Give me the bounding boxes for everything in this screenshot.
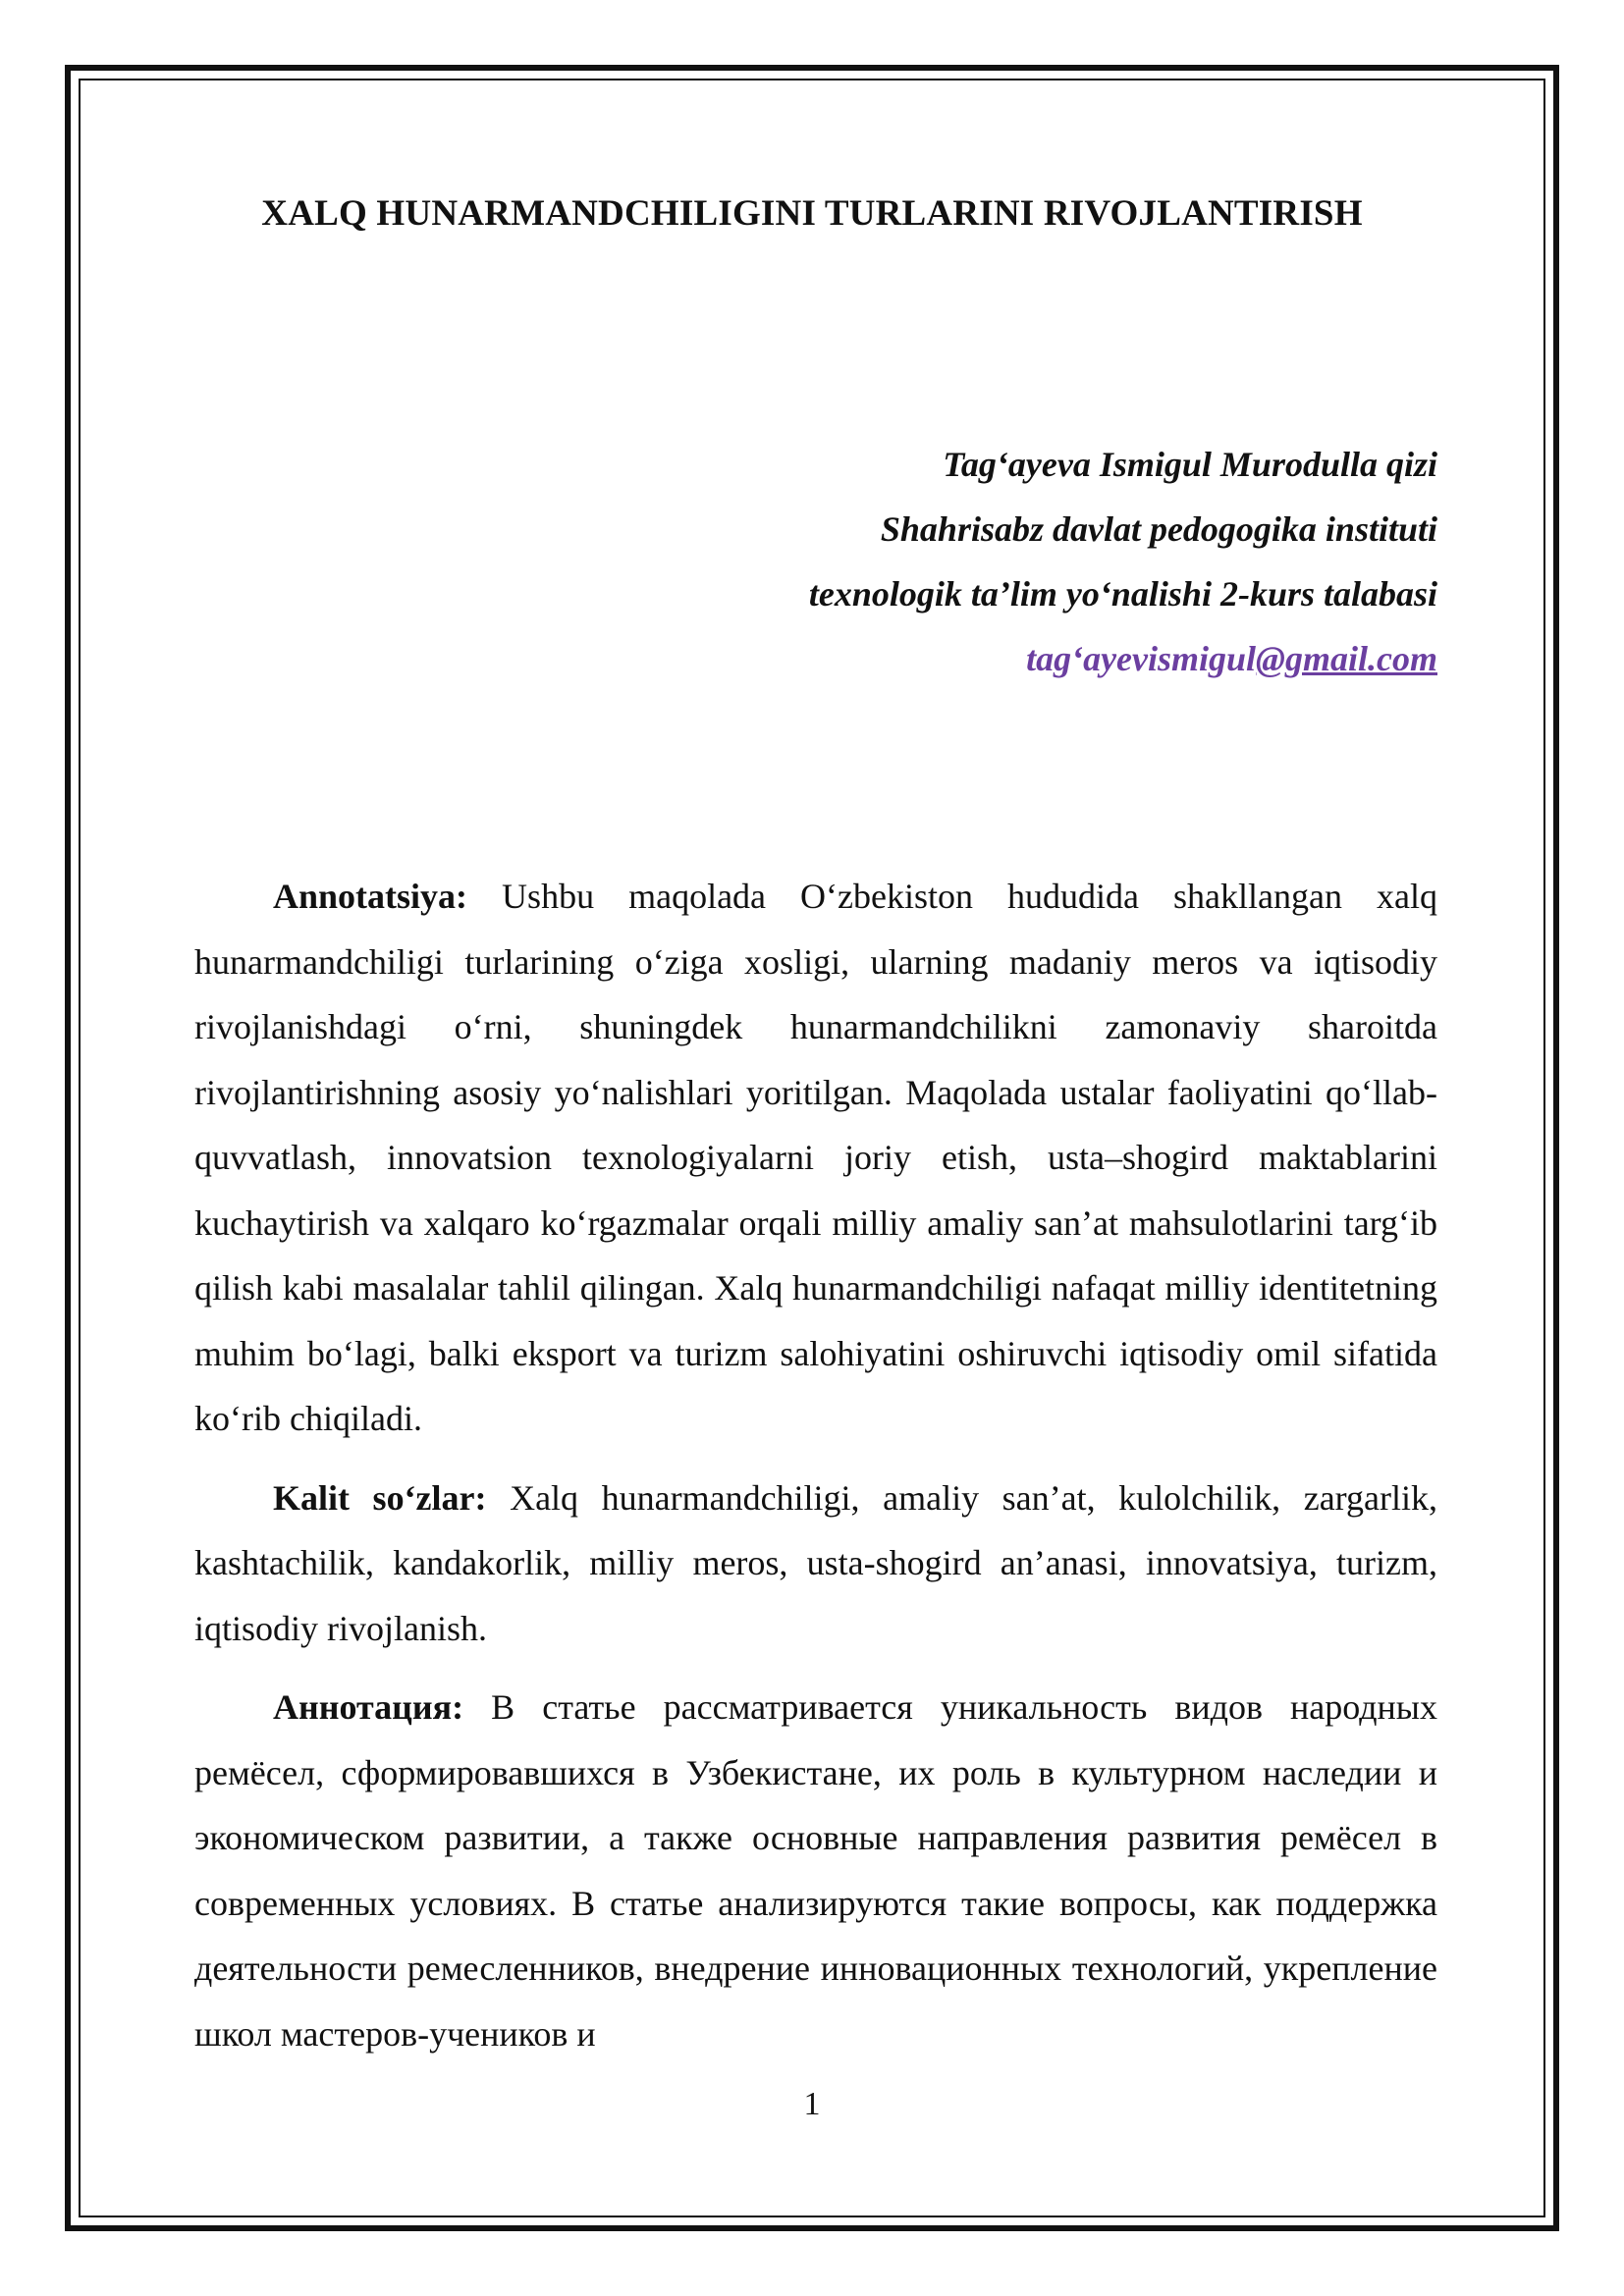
author-institution: Shahrisabz davlat pedogogika instituti <box>880 509 1437 549</box>
keywords-uz-label: Kalit so‘zlar: <box>273 1477 487 1518</box>
annotation-uz-text: Ushbu maqolada O‘zbekiston hududida shakllangan xalq hunarmandchiligi turlarining o‘ziga xosligi, ularning madaniy meros va iqtisodiy rivojlanishdagi o‘rni, shuningdek hunarmandchilikni zamonaviy sharoitda rivojlantirishning asosiy yo‘nalishlari yoritilgan. Maqolada ustalar faoliyatini qo‘llab-quvvatlash, innovatsion texnologiyalarni joriy etish, usta–shogird maktablarini kuchaytirish va xalqaro ko‘rgazmalar orqali milliy amaliy san’at mahsulotlarini targ‘ib qilish kabi masalalar tahlil qilingan. Xalq hunarmandchiligi nafaqat milliy identitetning muhim bo‘lagi, balki eksport va turizm salohiyatini oshiruvchi iqtisodiy omil sifatida ko‘rib chiqiladi. <box>194 877 1437 1438</box>
article-body <box>194 864 1437 2080</box>
keywords-uz-text: Xalq hunarmandchiligi, amaliy san’at, kulolchilik, zargarlik, kashtachilik, kandakorlik, milliy meros, usta-shogird an’anasi, innovatsiya, turizm, iqtisodiy rivojlanish. <box>194 1477 1437 1648</box>
author-email-link[interactable] <box>809 626 1437 691</box>
author-program: texnologik ta’lim yo‘nalishi 2-kurs talabasi <box>808 574 1437 614</box>
annotation-uz-paragraph <box>194 864 1437 1452</box>
annotation-uz-label: Annotatsiya: <box>273 877 468 916</box>
email-user: tag‘ayevismigul <box>1026 639 1257 678</box>
author-block <box>809 432 1437 691</box>
author-name: Tag‘ayeva Ismigul Murodulla qizi <box>943 445 1437 484</box>
article-title: XALQ HUNARMANDCHILIGINI TURLARINI RIVOJLANTIRISH <box>261 193 1363 234</box>
annotation-ru-paragraph <box>194 1675 1437 2066</box>
email-domain: @gmail.com <box>1256 639 1437 678</box>
page-number: 1 <box>803 2086 821 2122</box>
annotation-ru-text: В статье рассматривается уникальность видов народных ремёсел, сформировавшихся в Узбекистане, их роль в культурном наследии и экономическом развитии, а также основные направления развития ремёсел в современных условиях. В статье анализируются такие вопросы, как поддержка деятельности ремесленников, внедрение инновационных технологий, укрепление школ мастеров-учеников и <box>194 1687 1437 2054</box>
annotation-ru-label: Аннотация: <box>273 1687 464 1727</box>
keywords-uz-paragraph <box>194 1466 1437 1662</box>
